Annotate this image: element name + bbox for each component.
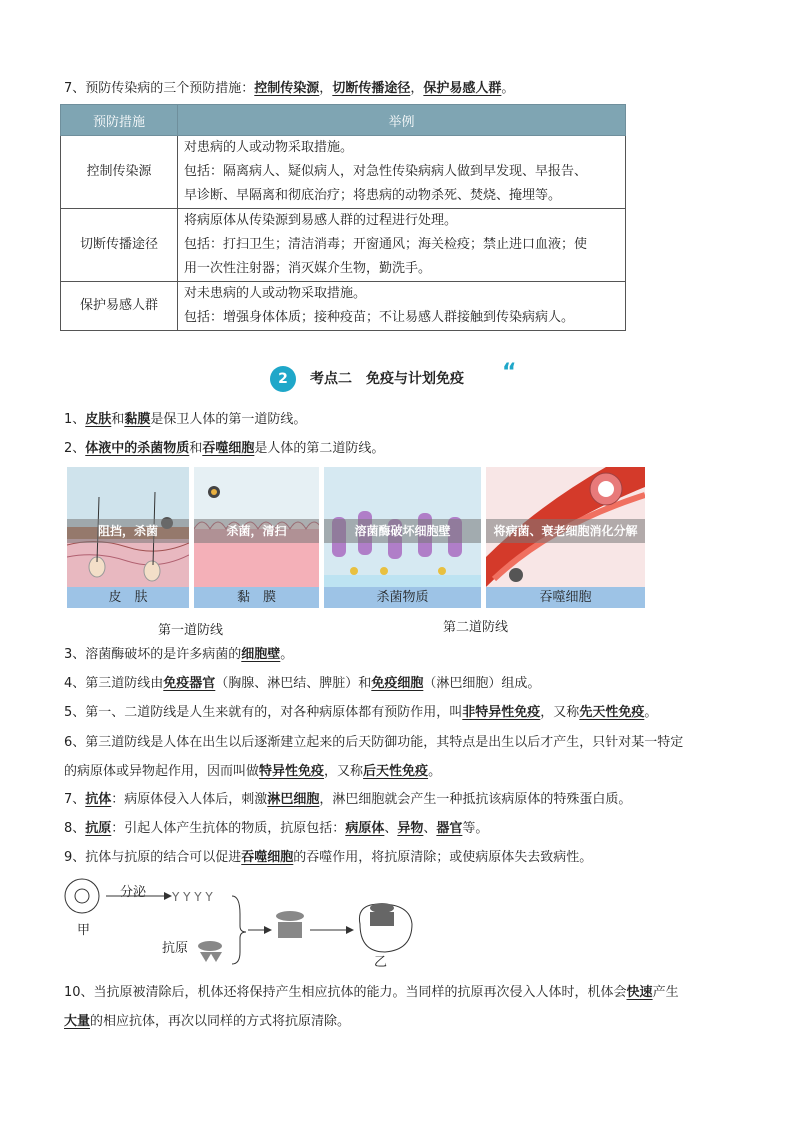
table-cell-example: 对患病的人或动物采取措施。 包括：隔离病人、疑似病人，对急性传染病病人做到早发现、早报告、 早诊断、早隔离和彻底治疗；将患病的动物杀死、焚烧、掩埋等。 bbox=[178, 136, 626, 209]
table-row bbox=[61, 209, 626, 282]
point-4: 4、第三道防线由免疫器官（胸腺、淋巴结、脾脏）和免疫细胞（淋巴细胞）组成。 bbox=[64, 676, 541, 691]
table-header: 举例 bbox=[178, 105, 626, 136]
point-3: 3、溶菌酶破坏的是许多病菌的细胞壁。 bbox=[64, 647, 294, 662]
skin-panel bbox=[67, 467, 189, 608]
first-line-label: 第一道防线 bbox=[158, 623, 224, 638]
bactericide-panel bbox=[324, 467, 481, 608]
panel-label: 将病菌、衰老细胞消化分解 bbox=[486, 519, 645, 543]
section-title: 考点二 免疫与计划免疫 bbox=[310, 371, 464, 387]
second-line-label: 第二道防线 bbox=[443, 620, 509, 635]
table-cell-measure: 保护易感人群 bbox=[61, 282, 178, 331]
mucosa-panel bbox=[194, 467, 319, 608]
secrete-label: 分泌 bbox=[120, 885, 147, 900]
point-6-line-2: 的病原体或异物起作用，因而叫做特异性免疫，又称后天性免疫。 bbox=[64, 764, 442, 779]
panel-label: 杀菌，清扫 bbox=[194, 519, 319, 543]
table-row bbox=[61, 282, 626, 331]
section-number-badge: 2 bbox=[270, 366, 296, 392]
point-6-line-1: 6、第三道防线是人体在出生以后逐渐建立起来的后天防御功能，其特点是出生以后才产生，只针对某一特定 bbox=[64, 735, 684, 750]
cell-b-label: 乙 bbox=[374, 955, 388, 970]
quote-icon: “ bbox=[502, 360, 517, 385]
table-cell-measure: 切断传播途径 bbox=[61, 209, 178, 282]
table-header: 预防措施 bbox=[61, 105, 178, 136]
panel-caption: 吞噬细胞 bbox=[486, 587, 645, 608]
antibody-diagram bbox=[60, 874, 420, 970]
table-header-row bbox=[61, 105, 626, 136]
table-cell-measure: 控制传染源 bbox=[61, 136, 178, 209]
panel-caption: 杀菌物质 bbox=[324, 587, 481, 608]
point-5: 5、第一、二道防线是人生来就有的，对各种病原体都有预防作用，叫非特异性免疫，又称先天性免疫。 bbox=[64, 705, 658, 720]
prevention-table bbox=[60, 104, 626, 331]
table-cell-example: 对未患病的人或动物采取措施。 包括：增强身体体质；接种疫苗；不让易感人群接触到传染病病人。 bbox=[178, 282, 626, 331]
panel-label: 阻挡，杀菌 bbox=[67, 519, 189, 543]
point-9: 9、抗体与抗原的结合可以促进吞噬细胞的吞噬作用，将抗原清除；或使病原体失去致病性。 bbox=[64, 850, 593, 865]
point-7: 7、抗体：病原体侵入人体后，刺激淋巴细胞，淋巴细胞就会产生一种抵抗该病原体的特殊蛋白质。 bbox=[64, 792, 632, 807]
table-cell-example: 将病原体从传染源到易感人群的过程进行处理。 包括：打扫卫生；清洁消毒；开窗通风；海关检疫；禁止进口血液；使 用一次性注射器；消灭媒介生物，勤洗手。 bbox=[178, 209, 626, 282]
item7-text: 7、预防传染病的三个预防措施：控制传染源，切断传播途径，保护易感人群。 bbox=[64, 81, 515, 96]
svg-text:Y Y Y Y: Y Y Y Y bbox=[172, 890, 213, 904]
panel-label: 溶菌酶破坏细胞壁 bbox=[324, 519, 481, 543]
phagocyte-panel bbox=[486, 467, 645, 608]
panel-caption: 黏 膜 bbox=[194, 587, 319, 608]
point-2: 2、体液中的杀菌物质和吞噬细胞是人体的第二道防线。 bbox=[64, 441, 385, 456]
point-10-line-1: 10、当抗原被清除后，机体还将保持产生相应抗体的能力。当同样的抗原再次侵入人体时，机体会快速产生 bbox=[64, 985, 679, 1000]
point-1: 1、皮肤和黏膜是保卫人体的第一道防线。 bbox=[64, 412, 307, 427]
antigen-label: 抗原 bbox=[162, 941, 189, 956]
table-row bbox=[61, 136, 626, 209]
point-10-line-2: 大量的相应抗体，再次以同样的方式将抗原清除。 bbox=[64, 1014, 351, 1029]
point-8: 8、抗原：引起人体产生抗体的物质，抗原包括：病原体、异物、器官等。 bbox=[64, 821, 489, 836]
panel-caption: 皮 肤 bbox=[67, 587, 189, 608]
cell-a-label: 甲 bbox=[77, 923, 91, 938]
